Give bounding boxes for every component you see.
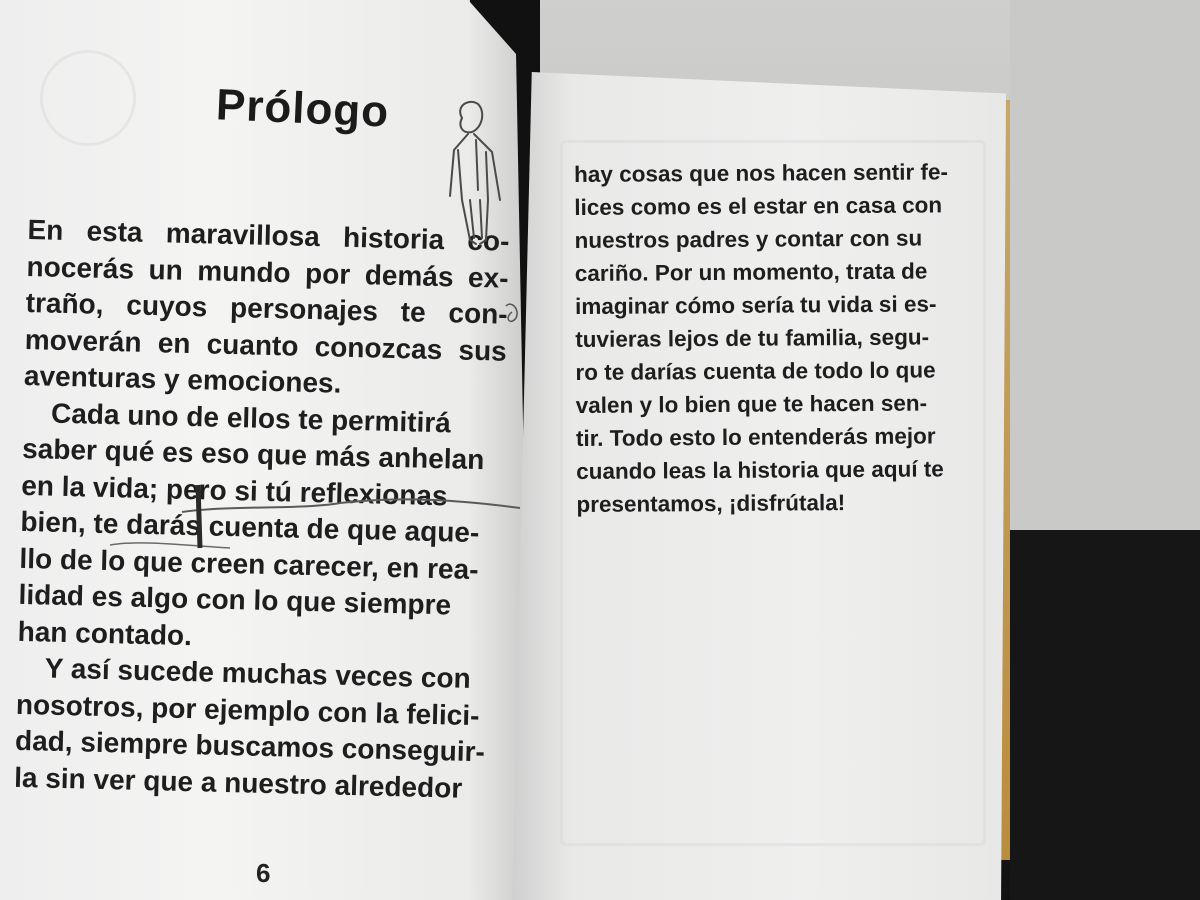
text-line: han contado. (17, 615, 193, 651)
left-page-text (14, 212, 510, 808)
text-line: lices como es el estar en casa con (574, 192, 943, 220)
text-line: imaginar cómo sería tu vida si es- (574, 291, 937, 319)
text-line: valen y lo bien que te hacen sen- (575, 390, 928, 418)
word: mundo (196, 254, 292, 288)
page-number: 6 (256, 858, 271, 888)
word: cuanto (206, 327, 299, 362)
dark-table-surface (1010, 530, 1200, 900)
word: historia (342, 221, 445, 256)
word: traño, (25, 286, 104, 320)
page-title: Prólogo (215, 80, 391, 137)
word: personajes (229, 291, 379, 327)
word: co- (467, 224, 510, 257)
word: esta (86, 215, 143, 248)
text-line: tir. Todo esto lo entenderás mejor (575, 423, 936, 451)
text-line: cariño. Por un momento, trata de (574, 258, 928, 286)
background-wall-right (1010, 0, 1200, 540)
text-line: presentamos, ¡disfrútala! (576, 490, 846, 517)
word: En (27, 213, 64, 246)
text-line: cuando leas la historia que aquí te (576, 456, 944, 484)
text-line: tuvieras lejos de tu familia, segu- (575, 324, 930, 352)
word: demás (364, 258, 454, 292)
word: nocerás (26, 250, 135, 285)
word: por (304, 257, 351, 290)
text-line: saber qué es eso que más anhelan (21, 432, 485, 476)
word: ex- (467, 261, 509, 294)
text-line: aventuras y emociones. (23, 359, 342, 399)
text-line: ro te darías cuenta de todo lo que (575, 357, 936, 385)
text-line: Y así sucede muchas veces con (44, 652, 472, 694)
text-line: bien, te darás cuenta de que aque- (20, 505, 480, 549)
word: conozcas (314, 330, 443, 365)
word: cuyos (126, 289, 208, 323)
word: con- (448, 297, 508, 330)
text-line: en la vida; pero si tú reflexionas (20, 469, 448, 511)
text-line: nosotros, por ejemplo con la felici- (15, 688, 480, 731)
text-line: dad, siempre buscamos conseguir- (14, 724, 486, 768)
word: moverán (24, 323, 142, 358)
right-page-text (574, 155, 977, 521)
word: un (148, 253, 184, 286)
word: te (400, 296, 427, 328)
word: maravillosa (165, 217, 321, 253)
word: en (157, 326, 191, 359)
text-line: llo de lo que creen carecer, en rea- (19, 542, 479, 585)
show-through-circle (40, 50, 136, 146)
text-line: la sin ver que a nuestro alrededor (13, 761, 463, 804)
text-line: lidad es algo con lo que siempre (18, 578, 452, 621)
word: sus (458, 334, 508, 367)
text-line: nuestros padres y contar con su (574, 225, 923, 253)
text-line: hay cosas que nos hacen sentir fe- (574, 159, 949, 187)
text-line: Cada uno de ellos te permitirá (50, 397, 452, 438)
